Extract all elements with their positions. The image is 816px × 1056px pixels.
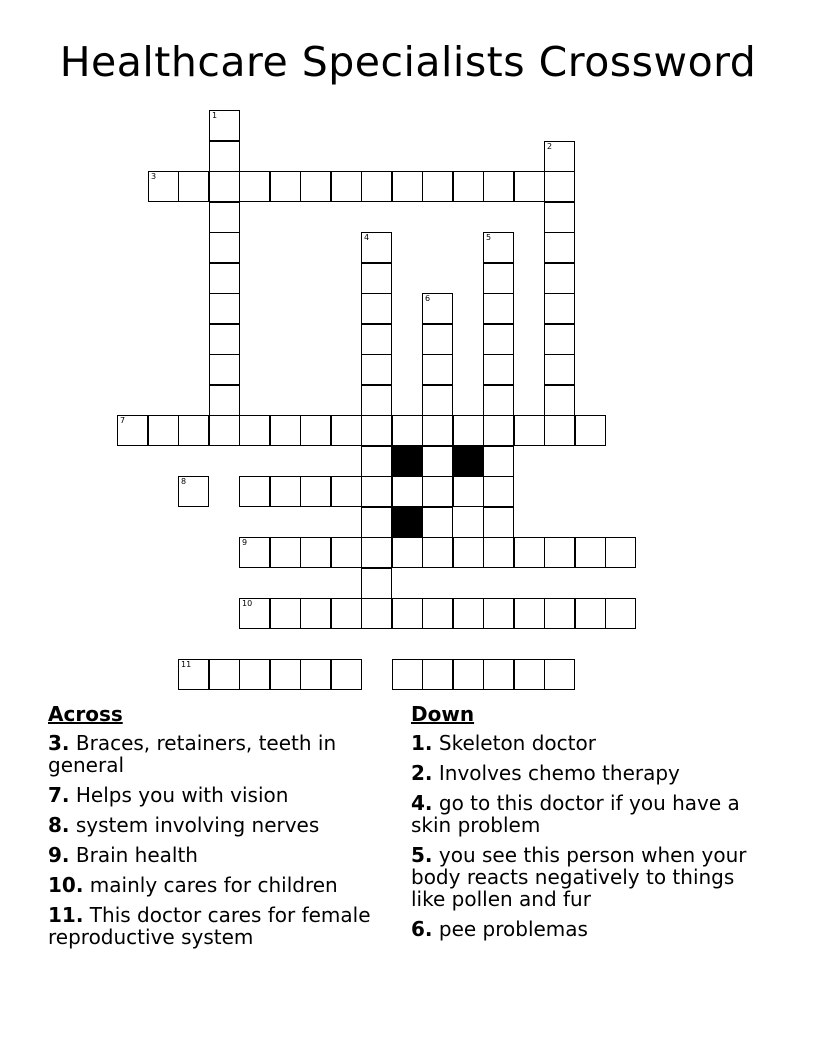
crossword-cell[interactable] xyxy=(239,537,270,568)
crossword-cell[interactable] xyxy=(483,598,514,629)
crossword-cell[interactable] xyxy=(392,659,423,690)
crossword-cell[interactable] xyxy=(514,171,545,202)
crossword-cell[interactable] xyxy=(178,659,209,690)
clue-text: go to this doctor if you have a skin problem xyxy=(411,791,740,837)
crossword-cell[interactable] xyxy=(575,415,606,446)
crossword-cell[interactable] xyxy=(331,537,362,568)
clue-number: 9. xyxy=(48,843,70,867)
page-title: Healthcare Specialists Crossword xyxy=(59,38,757,86)
crossword-cell[interactable] xyxy=(483,446,514,477)
crossword-cell[interactable] xyxy=(605,537,636,568)
crossword-cell[interactable] xyxy=(544,171,575,202)
crossword-cell[interactable] xyxy=(514,598,545,629)
crossword-cell[interactable] xyxy=(148,415,179,446)
clue-down-5 xyxy=(411,844,751,910)
crossword-cell[interactable] xyxy=(361,537,392,568)
crossword-cell[interactable] xyxy=(605,598,636,629)
crossword-cell[interactable] xyxy=(361,476,392,507)
crossword-cell[interactable] xyxy=(483,171,514,202)
crossword-cell[interactable] xyxy=(300,171,331,202)
crossword-cell[interactable] xyxy=(544,659,575,690)
clue-across-3 xyxy=(48,732,378,776)
clue-text: system involving nerves xyxy=(75,813,320,837)
crossword-cell[interactable] xyxy=(239,415,270,446)
crossword-cell[interactable] xyxy=(300,598,331,629)
crossword-cell[interactable] xyxy=(209,354,240,385)
crossword-cell[interactable] xyxy=(422,446,453,477)
crossword-cell[interactable] xyxy=(544,324,575,355)
crossword-cell[interactable] xyxy=(392,537,423,568)
crossword-block xyxy=(392,507,423,538)
crossword-cell[interactable] xyxy=(209,263,240,294)
crossword-cell[interactable] xyxy=(422,507,453,538)
crossword-cell[interactable] xyxy=(544,293,575,324)
crossword-cell[interactable] xyxy=(422,293,453,324)
clue-number-label: 2 xyxy=(547,142,553,151)
crossword-cell[interactable] xyxy=(453,598,484,629)
crossword-cell[interactable] xyxy=(483,385,514,416)
crossword-cell[interactable] xyxy=(483,232,514,263)
clue-down-2 xyxy=(411,762,751,784)
clue-number: 5. xyxy=(411,843,433,867)
crossword-cell[interactable] xyxy=(209,232,240,263)
crossword-cell[interactable] xyxy=(483,293,514,324)
crossword-cell[interactable] xyxy=(178,476,209,507)
crossword-cell[interactable] xyxy=(361,263,392,294)
crossword-cell[interactable] xyxy=(239,171,270,202)
crossword-cell[interactable] xyxy=(331,476,362,507)
crossword-cell[interactable] xyxy=(361,415,392,446)
crossword-cell[interactable] xyxy=(544,202,575,233)
crossword-cell[interactable] xyxy=(270,537,301,568)
crossword-cell[interactable] xyxy=(239,659,270,690)
crossword-cell[interactable] xyxy=(209,293,240,324)
crossword-cell[interactable] xyxy=(270,598,301,629)
clue-number-label: 4 xyxy=(364,233,370,242)
clue-text: Skeleton doctor xyxy=(438,731,596,755)
crossword-cell[interactable] xyxy=(209,202,240,233)
crossword-cell[interactable] xyxy=(331,659,362,690)
clue-across-9 xyxy=(48,844,378,866)
crossword-cell[interactable] xyxy=(514,415,545,446)
clue-across-11 xyxy=(48,904,378,948)
crossword-cell[interactable] xyxy=(239,598,270,629)
crossword-cell[interactable] xyxy=(544,385,575,416)
clue-text: you see this person when your body reacts negatively to things like pollen and fur xyxy=(411,843,747,911)
crossword-cell[interactable] xyxy=(544,232,575,263)
crossword-cell[interactable] xyxy=(422,354,453,385)
clue-number-label: 10 xyxy=(242,599,253,608)
crossword-cell[interactable] xyxy=(544,263,575,294)
crossword-cell[interactable] xyxy=(422,385,453,416)
clue-across-8 xyxy=(48,814,378,836)
crossword-cell[interactable] xyxy=(209,110,240,141)
crossword-cell[interactable] xyxy=(300,537,331,568)
clue-text: Involves chemo therapy xyxy=(438,761,680,785)
crossword-cell[interactable] xyxy=(483,263,514,294)
crossword-cell[interactable] xyxy=(483,659,514,690)
crossword-cell[interactable] xyxy=(422,324,453,355)
crossword-cell[interactable] xyxy=(361,568,392,599)
crossword-cell[interactable] xyxy=(422,476,453,507)
crossword-cell[interactable] xyxy=(422,415,453,446)
crossword-cell[interactable] xyxy=(361,507,392,538)
crossword-cell[interactable] xyxy=(270,415,301,446)
clue-text: Helps you with vision xyxy=(75,783,289,807)
crossword-cell[interactable] xyxy=(331,598,362,629)
crossword-cell[interactable] xyxy=(483,507,514,538)
crossword-cell[interactable] xyxy=(361,171,392,202)
crossword-cell[interactable] xyxy=(453,537,484,568)
crossword-cell[interactable] xyxy=(575,537,606,568)
clue-number: 2. xyxy=(411,761,433,785)
crossword-cell[interactable] xyxy=(209,385,240,416)
across-clues xyxy=(48,702,378,956)
crossword-cell[interactable] xyxy=(361,324,392,355)
clue-number: 1. xyxy=(411,731,433,755)
crossword-cell[interactable] xyxy=(544,415,575,446)
clue-down-6 xyxy=(411,918,751,940)
crossword-cell[interactable] xyxy=(239,476,270,507)
crossword-cell[interactable] xyxy=(209,659,240,690)
crossword-cell[interactable] xyxy=(453,659,484,690)
crossword-cell[interactable] xyxy=(361,446,392,477)
crossword-cell[interactable] xyxy=(422,537,453,568)
crossword-cell[interactable] xyxy=(209,324,240,355)
clue-number: 8. xyxy=(48,813,70,837)
crossword-cell[interactable] xyxy=(453,171,484,202)
clue-text: This doctor cares for female reproductive system xyxy=(48,903,371,949)
clue-across-7 xyxy=(48,784,378,806)
crossword-cell[interactable] xyxy=(270,171,301,202)
crossword-cell[interactable] xyxy=(209,415,240,446)
crossword-cell[interactable] xyxy=(392,171,423,202)
crossword-cell[interactable] xyxy=(361,354,392,385)
crossword-cell[interactable] xyxy=(422,598,453,629)
crossword-cell[interactable] xyxy=(178,171,209,202)
clue-number-label: 5 xyxy=(486,233,492,242)
crossword-cell[interactable] xyxy=(483,537,514,568)
clue-number-label: 9 xyxy=(242,538,248,547)
clue-number-label: 11 xyxy=(181,660,192,669)
crossword-cell[interactable] xyxy=(331,171,362,202)
crossword-cell[interactable] xyxy=(422,171,453,202)
crossword-cell[interactable] xyxy=(544,537,575,568)
crossword-cell[interactable] xyxy=(392,415,423,446)
crossword-cell[interactable] xyxy=(270,659,301,690)
clue-text: pee problemas xyxy=(438,917,588,941)
crossword-cell[interactable] xyxy=(300,476,331,507)
crossword-cell[interactable] xyxy=(544,141,575,172)
crossword-cell[interactable] xyxy=(575,598,606,629)
crossword-cell[interactable] xyxy=(361,232,392,263)
crossword-cell[interactable] xyxy=(544,354,575,385)
crossword-cell[interactable] xyxy=(300,415,331,446)
crossword-cell[interactable] xyxy=(483,354,514,385)
clue-number-label: 6 xyxy=(425,294,431,303)
crossword-cell[interactable] xyxy=(300,659,331,690)
crossword-cell[interactable] xyxy=(514,537,545,568)
crossword-cell[interactable] xyxy=(209,141,240,172)
down-clues xyxy=(411,702,751,948)
clue-number-label: 3 xyxy=(151,172,157,181)
crossword-cell[interactable] xyxy=(514,659,545,690)
crossword-cell[interactable] xyxy=(331,415,362,446)
clue-number-label: 8 xyxy=(181,477,187,486)
crossword-block xyxy=(392,446,423,477)
clue-down-1 xyxy=(411,732,751,754)
crossword-cell[interactable] xyxy=(483,324,514,355)
crossword-cell[interactable] xyxy=(148,171,179,202)
crossword-cell[interactable] xyxy=(392,598,423,629)
crossword-cell[interactable] xyxy=(453,476,484,507)
clue-number-label: 1 xyxy=(212,111,218,120)
clue-number: 11. xyxy=(48,903,84,927)
crossword-cell[interactable] xyxy=(361,598,392,629)
clue-number: 6. xyxy=(411,917,433,941)
clue-number: 3. xyxy=(48,731,70,755)
crossword-cell[interactable] xyxy=(453,415,484,446)
crossword-cell[interactable] xyxy=(544,598,575,629)
crossword-cell[interactable] xyxy=(483,415,514,446)
clue-text: Braces, retainers, teeth in general xyxy=(48,731,337,777)
clue-across-10 xyxy=(48,874,378,896)
crossword-cell[interactable] xyxy=(209,171,240,202)
down-heading: Down xyxy=(411,702,475,726)
across-heading: Across xyxy=(48,702,123,726)
clue-text: mainly cares for children xyxy=(89,873,338,897)
crossword-cell[interactable] xyxy=(178,415,209,446)
crossword-block xyxy=(453,446,484,477)
crossword-cell[interactable] xyxy=(270,476,301,507)
clue-number: 4. xyxy=(411,791,433,815)
clue-number: 7. xyxy=(48,783,70,807)
crossword-cell[interactable] xyxy=(361,293,392,324)
crossword-cell[interactable] xyxy=(422,659,453,690)
clue-down-4 xyxy=(411,792,751,836)
crossword-cell[interactable] xyxy=(483,476,514,507)
crossword-cell[interactable] xyxy=(361,385,392,416)
clue-number: 10. xyxy=(48,873,84,897)
crossword-cell[interactable] xyxy=(117,415,148,446)
clue-number-label: 7 xyxy=(120,416,126,425)
crossword-cell[interactable] xyxy=(392,476,423,507)
clue-text: Brain health xyxy=(75,843,198,867)
